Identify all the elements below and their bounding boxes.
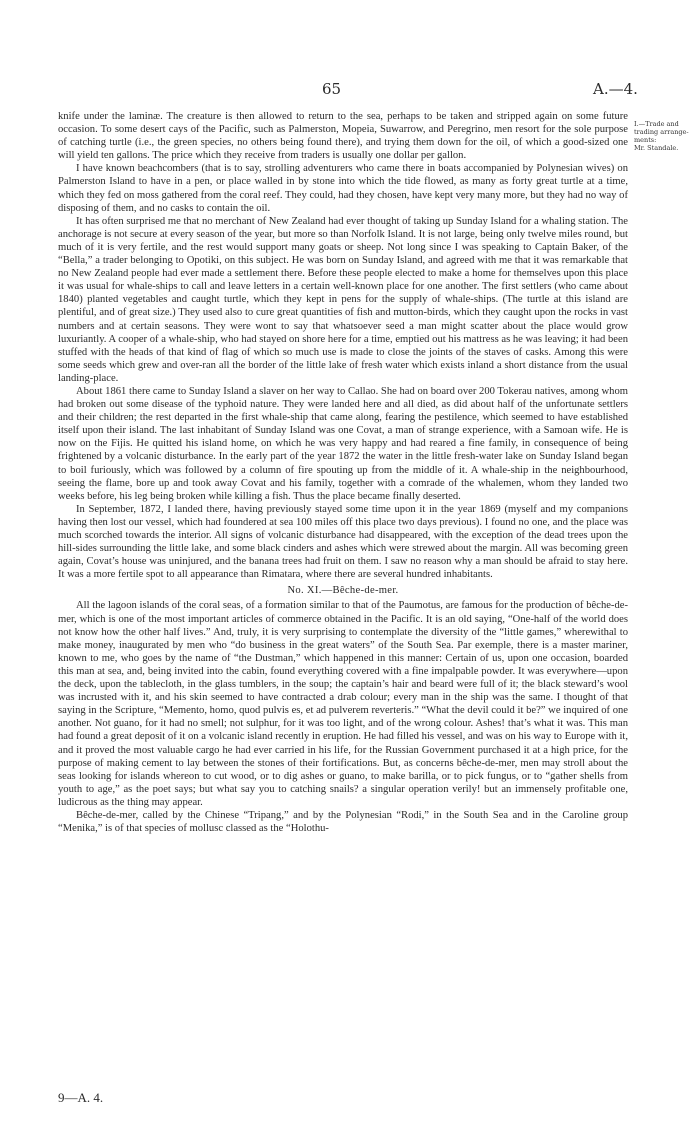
section-heading: No. XI.—Bêche-de-mer. xyxy=(287,585,399,597)
paragraph: In September, 1872, I landed there, having previously stayed some time upon it in the year 1869 (myself and my companions having then lost our vessel, which had foundered at sea 100 miles off this place two days previous). I found no one, and the place was much scorched towards the interior. All signs of volcanic disturbance had disappeared, with the exception of the dead trees upon the hill-sides surrounding the little lake, and some black cinders and ashes which were strewed about the margin. All was becoming green again, Covat’s house was uninjured, and the banana trees had fruit on them. I saw no reason why a man should be afraid to stay here. It was a more fertile spot to all appearance than Rimatara, where there are several hundred inhabitants. xyxy=(58,503,628,581)
page-signature: 9—A. 4. xyxy=(58,1090,104,1105)
page-header xyxy=(0,80,700,100)
document-reference: A.—4. xyxy=(593,80,638,98)
margin-note-line: I.—Trade and xyxy=(634,120,679,128)
paragraph: knife under the laminæ. The creature is then allowed to return to the sea, perhaps to be taken and stripped again on some future occasion. To some desert cays of the Pacific, such as Palmerston, Mopeia, Suwarrow, and Peregrino, men resort for the sole purpose of catching turtle (i.e., the green species, no others being found there), and trying them down for the oil, of which a good-sized one will yield ten gallons. The price which they receive from traders is usually one dollar per gallon. xyxy=(58,111,628,162)
paragraph: I have known beachcombers (that is to say, strolling adventurers who came there in boats accompanied by Polynesian wives) on Palmerston Island to have in a pen, or place walled in by stone into which the tide flowed, as many as forty great turtle at a time, which they fed on moss gathered from the coral reef. They could, had they chosen, have kept very many more, but they had no way of disposing of them, and no casks to contain the oil. xyxy=(58,163,628,214)
paragraph: All the lagoon islands of the coral seas, of a formation similar to that of the Paumotus, are famous for the production of bêche-de-mer, which is one of the most important articles of commerce obtained in the Pacific. It is an old saying, “One-half of the world does not know how the other half lives.” And, truly, it is very surprising to contemplate the diversity of the “little games,” wherewithal to make money, inaugurated by men who “do business in the great waters” of the South Sea. Par exemple, there is a master mariner, known to me, who goes by the name of “the Dustman,” which happened in this manner: Certain of us, upon one occasion, boarded this man at sea, and, being invited into the cabin, found everything covered with a fine impalpable powder. It was everywhere—upon the deck, upon the tablecloth, in the glass tumblers, in the soup; the captain’s hair and beard were full of it; the black steward’s wool was incrusted with it, and his skin seemed to have contracted a drab colour; every man in the ship was the same. I thought of that saying in the Scripture, “Memento, homo, quod pulvis es, et ad pulverem reverteris.” “What the devil could it be?” we inquired of one another. Not guano, for it had no smell; not sulphur, for it was too light, and of the wrong colour. Ashes! that’s what it was. This man had found a great deposit of it on a volcanic island recently in eruption. He had filled his vessel, and was on his way to Europe with it, and it proved the most valuable cargo he had ever carried in his life, for the Russian Government purchased it at a high price, for the purpose of making cement to lay between the stones of their fortifications. But, as concerns bêche-de-mer, men may stroll about the seas looking for islands whereon to cut wood, or to dig ashes or guano, to make barilla, or to pick fungus, or to “gather shells from youth to age,” as the poet says; but what say you to catching snails? a singular operation verily! but an immensely profitable one, ludicrous as the thing may appear. xyxy=(58,600,628,808)
paragraph: It has often surprised me that no merchant of New Zealand had ever thought of taking up Sunday Island for a whaling station. The anchorage is not secure at every season of the year, but more so than Norfolk Island. It is not large, being only twelve miles round, but much of it is very fertile, and the rest would support many goats or sheep. Not long since I was speaking to Captain Baker, of the “Bella,” a trader belonging to Opotiki, on this subject. He was born on Sunday Island, and agreed with me that it was remarkable that no New Zealand people had ever made a settlement there. Before these people elected to make a home for themselves upon this place it was usual for whale-ships to call and leave letters in a certain well-known place for one another. The first settlers (who came about 1840) planted vegetables and caught turtle, which they kept in pens for the supply of whale-ships. (The turtle at this island are plentiful, and of great size.) They used also to cure great quantities of fish and mutton-birds, which they caught upon the rocks in vast numbers and at certain seasons. They were wont to say that whatsoever seed a man might scatter about the place would grow luxuriantly. A cooper of a whale-ship, who had stayed on shore here for a time, emptied out his mattress as he was leaving; it had been stuffed with the heads of that kind of flag of which so much use is made to close the joints of the staves of casks. Among this were some seeds which grew and over-ran all the border of the little lake of fresh water which exists inland a short distance from the usual landing-place. xyxy=(58,215,628,384)
margin-note-line: trading arrange- xyxy=(634,128,689,136)
margin-note xyxy=(634,120,694,152)
body-text xyxy=(58,110,628,835)
page-number: 65 xyxy=(322,80,342,98)
margin-note-line: ments: xyxy=(634,136,657,144)
margin-note-line: Mr. Standale. xyxy=(634,144,679,152)
paragraph: About 1861 there came to Sunday Island a slaver on her way to Callao. She had on board over 200 Tokerau natives, among whom had broken out some disease of the typhoid nature. They were landed here and all died, as did about half of the unfortunate settlers and their children; the rest departed in the first whale-ship that came along, fearing the pestilence, which seemed to have established itself upon their island. The last inhabitant of Sunday Island was one Covat, a man of strange experience, with a Samoan wife. He is now on the Fijis. He quitted his island home, on which he was very happy and had reared a fine family, in consequence of being frightened by a volcanic disturbance. In the early part of the year 1872 the water in the little fresh-water lake on Sunday Island began to boil furiously, which was followed by a column of fire spouting up from the middle of it. A whale-ship in the neighbourhood, seeing the flame, bore up and took away Covat and his family, together with a comrade of the whalemen, whom they landed two weeks before, his leg being broken while killing a fish. Thus the place became finally deserted. xyxy=(58,385,628,502)
paragraph: Bêche-de-mer, called by the Chinese “Tripang,” and by the Polynesian “Rodi,” in the South Sea and in the Caroline group “Menika,” is of that species of mollusc classed as the “Holothu- xyxy=(58,809,628,835)
